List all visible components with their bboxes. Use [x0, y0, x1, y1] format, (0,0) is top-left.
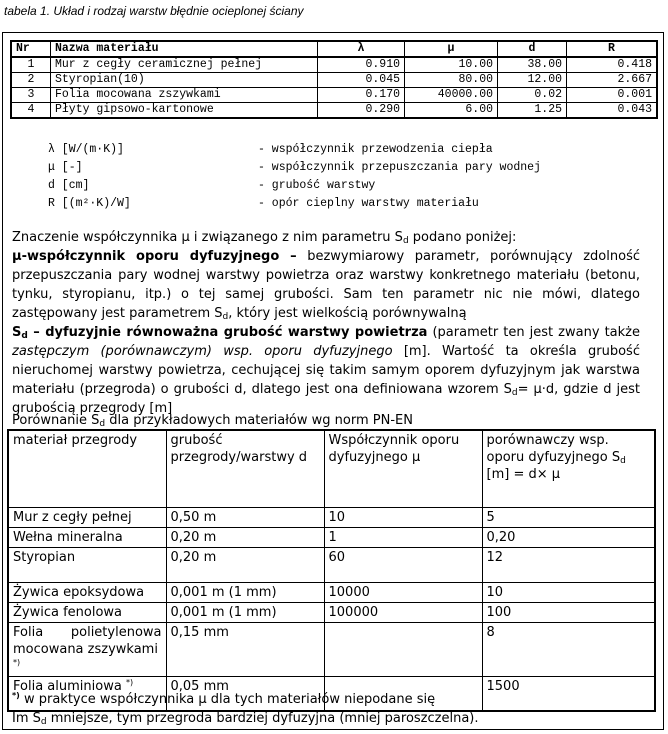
footnote-text-end: mniejsze, tym przegroda bardziej dyfuzyjna (mniej paroszczelna). [46, 711, 479, 726]
intro-text-end: podano poniżej: [408, 230, 517, 245]
cell-thickness: 0,50 m [166, 508, 324, 528]
intro-text: Znaczenie współczynnika μ i związanego z nim parametru S [12, 230, 403, 245]
material-word: mocowana zszywkami [13, 642, 158, 657]
header-nr: Nr [11, 41, 51, 57]
mu-term: μ-współczynnik oporu dyfuzyjnego – [12, 249, 297, 264]
row-lambda: 0.290 [318, 103, 405, 119]
row-r: 0.418 [567, 57, 658, 73]
legend-item [48, 177, 608, 195]
cell-sd: 12 [482, 548, 655, 583]
subscript: d [222, 312, 229, 322]
legend-description: - grubość warstwy [258, 179, 376, 192]
cell-sd: 100 [482, 603, 655, 623]
comparison-title-text: Porównanie S [12, 413, 100, 428]
cell-material: Mur z cegły pełnej [8, 508, 166, 528]
header-material: materiał przegrody [8, 430, 166, 508]
legend-symbol: μ [-] [48, 161, 83, 174]
legend-item [48, 141, 608, 159]
mu-definition-text-end: , który jest wielkością porównywalną [228, 306, 467, 321]
table-header-row [11, 41, 657, 57]
footnote-text: Im S [12, 711, 41, 726]
legend-symbol: λ [W/(m·K)] [48, 143, 124, 156]
row-nr: 4 [11, 103, 51, 119]
sd-comparison-table [7, 429, 656, 712]
table-row [8, 583, 655, 603]
legend-symbol: d [cm] [48, 179, 90, 192]
sd-definition-text: (parametr ten jest zwany także [427, 325, 640, 340]
row-mu: 6.00 [405, 103, 498, 119]
sd-term-rest: – dyfuzyjnie równoważna grubość warstwy powietrza [27, 325, 428, 340]
cell-material: Żywica fenolowa [8, 603, 166, 623]
sd-term: S [12, 325, 22, 340]
row-r: 0.001 [567, 88, 658, 103]
legend-description: - opór cieplny warstwy materiału [258, 197, 479, 210]
legend-item [48, 195, 608, 213]
cell-thickness: 0,20 m [166, 528, 324, 548]
cell-mu: 10 [324, 508, 482, 528]
row-lambda: 0.170 [318, 88, 405, 103]
mu-definition-text: bezwymiarowy parametr, porównujący zdolność przepuszczania pary wodnej warstwy powietrza oraz warstwy konkretnego materiału (betonu, tynku, styropianu, itp.) o tej samej grubości. Sam ten parametr nic nie mówi, dlatego zastępowany jest parametrem S [12, 249, 640, 321]
cell-sd: 8 [482, 623, 655, 677]
row-nr: 1 [11, 57, 51, 73]
header-mu: μ [405, 41, 498, 57]
header-d: d [498, 41, 567, 57]
sd-definition-italic: zastępczym (porównawczym) wsp. oporu dyfuzyjnego [12, 344, 393, 359]
material-line [13, 624, 162, 641]
table-row [8, 623, 655, 677]
cell-thickness: 0,001 m (1 mm) [166, 603, 324, 623]
header-sd-text: porównawczy wsp. oporu dyfuzyjnego S [486, 433, 621, 465]
cell-sd: 5 [482, 508, 655, 528]
row-r: 2.667 [567, 73, 658, 88]
cell-sd: 0,20 [482, 528, 655, 548]
table-row [11, 73, 657, 88]
legend-description: - współczynnik przepuszczania pary wodnej [258, 161, 541, 174]
sd-definition [12, 323, 640, 418]
table-row [8, 603, 655, 623]
table-header-row [8, 430, 655, 508]
header-thickness: grubość przegrody/warstwy d [166, 430, 324, 508]
row-d: 38.00 [498, 57, 567, 73]
row-d: 12.00 [498, 73, 567, 88]
table-caption: tabela 1. Układ i rodzaj warstw błędnie ocieplonej ściany [4, 4, 304, 18]
subscript: d [511, 388, 518, 398]
cell-mu: 10000 [324, 583, 482, 603]
footnotes [12, 690, 479, 728]
cell-thickness: 0,20 m [166, 548, 324, 583]
cell-thickness: 0,05 mm [166, 677, 324, 711]
legend-symbol: R [(m²·K)/W] [48, 197, 131, 210]
comparison-title [12, 413, 413, 428]
mu-definition [12, 247, 640, 323]
row-mu: 40000.00 [405, 88, 498, 103]
row-name: Mur z cegły ceramicznej pełnej [51, 57, 318, 73]
footnote-text: w praktyce współczynnika μ dla tych materiałów niepodane się [19, 692, 436, 707]
cell-thickness: 0,001 m (1 mm) [166, 583, 324, 603]
cell-mu [324, 623, 482, 677]
materials-layer-table [10, 40, 658, 119]
cell-material: Żywica epoksydowa [8, 583, 166, 603]
cell-mu: 100000 [324, 603, 482, 623]
footnote-mark: *) [12, 691, 20, 700]
cell-material: Styropian [8, 548, 166, 583]
cell-sd: 10 [482, 583, 655, 603]
subscript: d [99, 419, 106, 429]
row-d: 1.25 [498, 103, 567, 119]
subscript: d [40, 717, 47, 727]
header-name: Nazwa materiału [51, 41, 318, 57]
comparison-title-end: dla przykładowych materiałów wg norm PN-EN [105, 413, 413, 428]
material-word: Folia aluminiowa [13, 679, 122, 694]
table-row [11, 57, 657, 73]
row-nr: 2 [11, 73, 51, 88]
row-d: 0.02 [498, 88, 567, 103]
cell-material: Wełna mineralna [8, 528, 166, 548]
material-word: Folia [13, 625, 44, 640]
footnote-1 [12, 690, 479, 709]
sd-formula-text: = μ·d, gdzie d jest grubością przegrody [m] [12, 382, 640, 416]
row-mu: 80.00 [405, 73, 498, 88]
material-word: polietylenowa [70, 625, 162, 640]
header-r: R [567, 41, 658, 57]
row-lambda: 0.045 [318, 73, 405, 88]
cell-mu: 1 [324, 528, 482, 548]
table-row [8, 508, 655, 528]
cell-thickness: 0,15 mm [166, 623, 324, 677]
table-row [11, 103, 657, 119]
explanation-text [12, 228, 640, 418]
table-row [11, 88, 657, 103]
sd-definition-text-2: [m]. Wartość ta określa grubość nieruchomej warstwy powietrza, cechującej się takim samym oporem dyfuzyjnym jak warstwa materiału (przegroda) o grubości d, dlatego jest ona definiowana wzorem S [12, 344, 640, 397]
row-nr: 3 [11, 88, 51, 103]
footnote-2 [12, 709, 479, 728]
cell-mu: 60 [324, 548, 482, 583]
row-name: Styropian(10) [51, 73, 318, 88]
footnote-mark: *) [125, 678, 134, 687]
legend-description: - współczynnik przewodzenia ciepła [258, 143, 493, 156]
legend-item [48, 159, 608, 177]
subscript: d [620, 456, 626, 466]
intro-line [12, 228, 640, 247]
header-mu: Współczynnik oporu dyfuzyjnego μ [324, 430, 482, 508]
header-sd-formula: [m] = d× μ [486, 467, 561, 482]
cell-material [8, 623, 166, 677]
cell-sd: 1500 [482, 677, 655, 711]
header-sd [482, 430, 655, 508]
header-lambda: λ [318, 41, 405, 57]
footnote-mark: *) [13, 658, 21, 667]
symbol-legend [48, 141, 608, 213]
subscript: d [402, 236, 409, 246]
table-row [8, 548, 655, 583]
row-mu: 10.00 [405, 57, 498, 73]
row-lambda: 0.910 [318, 57, 405, 73]
table-row [8, 528, 655, 548]
row-name: Folia mocowana zszywkami [51, 88, 318, 103]
row-r: 0.043 [567, 103, 658, 119]
subscript: d [21, 331, 28, 341]
row-name: Płyty gipsowo-kartonowe [51, 103, 318, 119]
